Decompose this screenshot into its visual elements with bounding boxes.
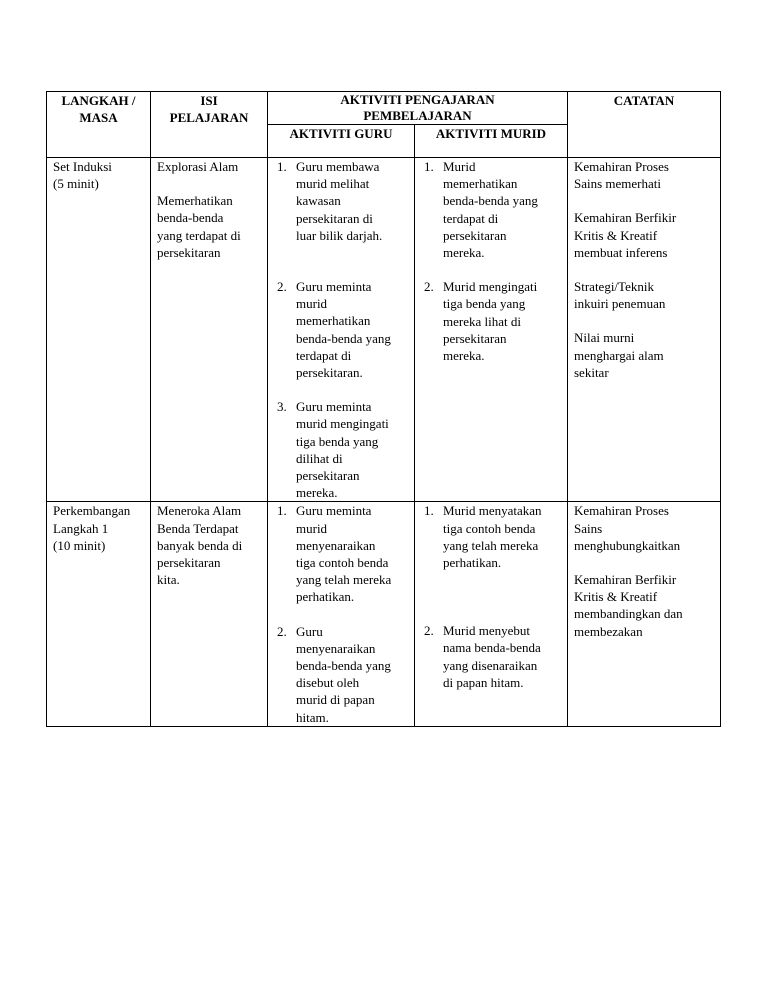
cell-langkah	[47, 502, 151, 726]
text-line: di papan hitam.	[443, 674, 524, 690]
lesson-plan-table	[46, 91, 721, 727]
text-line: murid	[296, 520, 328, 536]
list-item	[421, 622, 561, 691]
text-line: murid	[296, 296, 328, 312]
text-line: Murid	[443, 159, 476, 174]
list-number: 1.	[277, 503, 287, 519]
list-number: 1.	[424, 159, 434, 174]
list-number: 1.	[277, 159, 287, 174]
header-isi: ISI PELAJARAN	[151, 92, 268, 158]
guru-list	[274, 158, 408, 501]
text-line: persekitaran di	[296, 210, 373, 226]
murid-list	[421, 158, 561, 364]
header-aktiviti-murid: AKTIVITI MURID	[415, 125, 568, 158]
text-line: tiga benda yang	[296, 433, 379, 449]
list-item	[421, 278, 561, 364]
text-line: mereka lihat di	[443, 313, 521, 329]
text-line: kawasan	[296, 193, 341, 209]
text-line: membandingkan dan	[574, 606, 683, 622]
cell-aktiviti-murid	[415, 502, 568, 726]
text-line: hitam.	[296, 709, 329, 725]
cell-aktiviti-guru	[268, 158, 415, 502]
text-line: Set Induksi	[53, 159, 112, 174]
text-line: kita.	[157, 572, 180, 588]
text-line: sekitar	[574, 364, 609, 380]
text-line: yang terdapat di	[157, 227, 241, 243]
text-line: yang telah mereka	[443, 537, 539, 553]
text-line: Guru	[296, 623, 323, 639]
list-item	[274, 623, 408, 726]
text-line: tiga contoh benda	[296, 555, 389, 571]
text-line	[574, 312, 714, 329]
murid-list	[421, 502, 561, 691]
text-line: Benda Terdapat	[157, 520, 239, 536]
list-item	[274, 158, 408, 244]
text-line: menyenaraikan	[296, 640, 376, 656]
text-line: (10 minit)	[53, 537, 106, 553]
list-item	[421, 502, 561, 571]
text-line: benda-benda yang	[296, 658, 391, 674]
text-line: Murid mengingati	[443, 279, 538, 295]
cell-langkah	[47, 158, 151, 502]
text-line: memerhatikan	[443, 176, 518, 192]
text-line: Explorasi Alam	[157, 159, 239, 174]
text-line: terdapat di	[296, 347, 352, 363]
text-line: mereka.	[296, 485, 338, 501]
text-line: murid mengingati	[296, 416, 389, 432]
cell-aktiviti-murid	[415, 158, 568, 502]
list-number: 3.	[277, 399, 287, 415]
cell-isi	[151, 158, 268, 502]
text-line: Kemahiran Proses	[574, 159, 669, 174]
text-line: benda-benda yang	[296, 330, 391, 346]
cell-catatan	[568, 158, 721, 502]
guru-list	[274, 502, 408, 725]
text-line: persekitaran	[157, 555, 221, 571]
text-line: Strategi/Teknik	[574, 279, 654, 295]
list-number: 2.	[277, 279, 287, 295]
text-line: Sains	[574, 520, 603, 536]
text-line: tiga contoh benda	[443, 520, 536, 536]
table-row	[47, 158, 721, 502]
text-line: Murid menyatakan	[443, 503, 542, 519]
text-line: Murid menyebut	[443, 623, 531, 639]
text-line: Kemahiran Berfikir	[574, 572, 677, 588]
text-line: disebut oleh	[296, 675, 360, 691]
text-line: Guru meminta	[296, 279, 372, 295]
text-line: Kemahiran Berfikir	[574, 210, 677, 226]
text-line: persekitaran	[443, 227, 507, 243]
header-catatan: CATATAN	[568, 92, 721, 158]
text-line: luar bilik darjah.	[296, 227, 383, 243]
text-line: benda-benda	[157, 210, 224, 226]
list-item	[421, 158, 561, 261]
table-row	[47, 502, 721, 726]
cell-catatan	[568, 502, 721, 726]
text-line	[574, 192, 714, 209]
text-line: memerhatikan	[296, 313, 371, 329]
text-line: yang telah mereka	[296, 572, 392, 588]
text-line: (5 minit)	[53, 176, 99, 192]
list-number: 2.	[424, 279, 434, 295]
text-line: perhatikan.	[443, 555, 502, 571]
text-line: yang disenaraikan	[443, 657, 538, 673]
list-number: 1.	[424, 503, 434, 519]
text-line: tiga benda yang	[443, 296, 526, 312]
text-line: perhatikan.	[296, 589, 355, 605]
text-line: nama benda-benda	[443, 640, 541, 656]
text-line: Kritis & Kreatif	[574, 589, 658, 605]
text-line: banyak benda di	[157, 537, 243, 553]
text-line: Guru meminta	[296, 503, 372, 519]
text-line: persekitaran	[443, 330, 507, 346]
text-line: menyenaraikan	[296, 537, 376, 553]
list-number: 2.	[277, 623, 287, 639]
text-line: murid di papan	[296, 692, 375, 708]
list-number: 2.	[424, 623, 434, 639]
text-line: menghubungkaitkan	[574, 537, 681, 553]
text-line: dilihat di	[296, 450, 343, 466]
header-aktiviti-group: AKTIVITI PENGAJARAN PEMBELAJARAN	[268, 92, 568, 125]
text-line: terdapat di	[443, 210, 499, 226]
text-line: Kritis & Kreatif	[574, 227, 658, 243]
text-line	[574, 261, 714, 278]
text-line: Guru meminta	[296, 399, 372, 415]
text-line: murid melihat	[296, 176, 370, 192]
text-line: Memerhatikan	[157, 193, 233, 209]
list-item	[274, 502, 408, 605]
text-line: Sains memerhati	[574, 176, 662, 192]
text-line: mereka.	[443, 245, 485, 261]
text-line: benda-benda yang	[443, 193, 538, 209]
text-line: Langkah 1	[53, 520, 109, 536]
text-line: menghargai alam	[574, 347, 664, 363]
text-line: Meneroka Alam	[157, 503, 242, 519]
cell-isi	[151, 502, 268, 726]
text-line: membuat inferens	[574, 244, 668, 260]
list-item	[274, 278, 408, 381]
text-line	[574, 554, 714, 571]
text-line: Guru membawa	[296, 159, 380, 174]
text-line: Nilai murni	[574, 330, 635, 346]
text-line: Perkembangan	[53, 503, 131, 519]
text-line	[157, 175, 261, 192]
text-line: membezakan	[574, 623, 643, 639]
text-line: persekitaran	[296, 468, 360, 484]
text-line: persekitaran.	[296, 365, 363, 381]
header-langkah: LANGKAH / MASA	[47, 92, 151, 158]
text-line: persekitaran	[157, 244, 221, 260]
cell-aktiviti-guru	[268, 502, 415, 726]
header-aktiviti-guru: AKTIVITI GURU	[268, 125, 415, 158]
list-item	[274, 398, 408, 501]
text-line: mereka.	[443, 348, 485, 364]
header-row	[47, 92, 721, 125]
text-line: inkuiri penemuan	[574, 296, 666, 312]
text-line: Kemahiran Proses	[574, 503, 669, 519]
